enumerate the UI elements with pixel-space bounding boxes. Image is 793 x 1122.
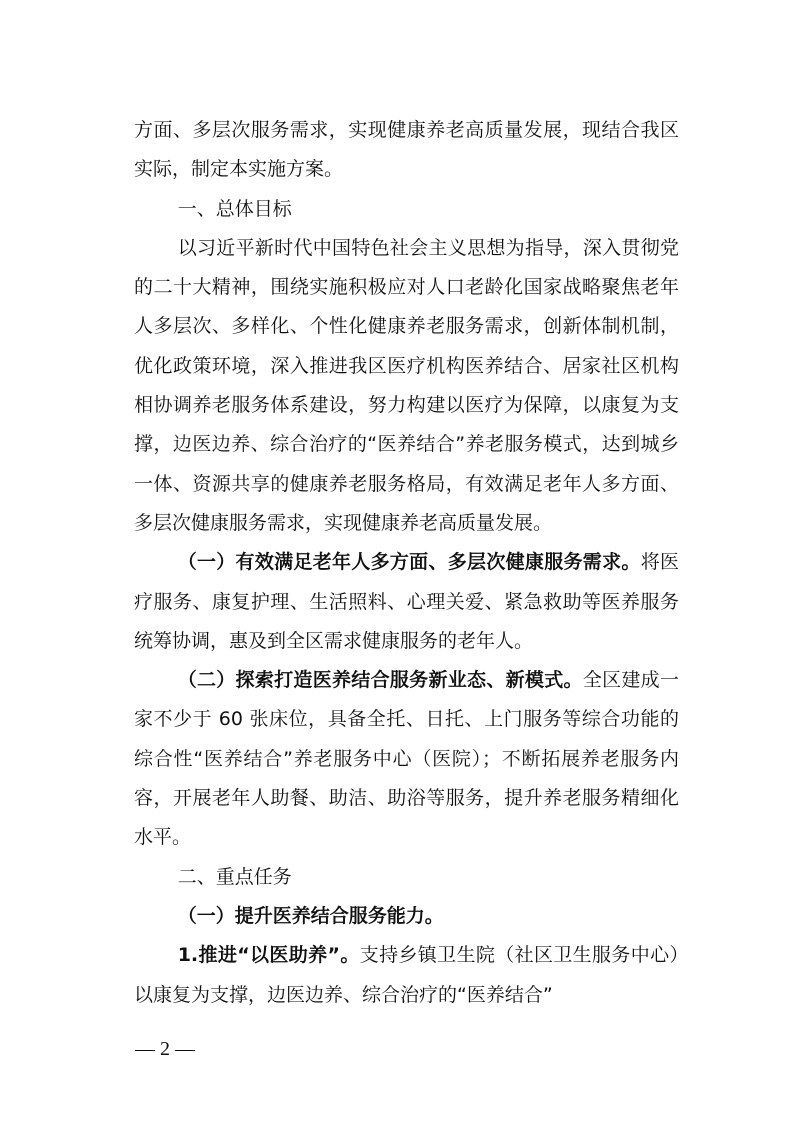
subsection-heading-capacity: （一）提升医养结合服务能力。 (177, 904, 444, 927)
paragraph-overall-goals: 以习近平新时代中国特色社会主义思想为指导，深入贯彻党的二十大精神，围绕实施积极应对人口老龄化国家战略聚焦老年人多层次、多样化、个性化健康养老服务需求，创新体制机制，优化政策环境，深入推进我区医疗机构医养结合、居家社区机构相协调养老服务体系建设，努力构建以医疗为保障，以康复为支撑，边医边养、综合治疗的“医养结合”养老服务模式，达到城乡一体、资源共享的健康养老服务格局，有效满足老年人多方面、多层次健康服务需求，实现健康养老高质量发展。 (134, 236, 679, 534)
goal-1-heading: （一）有效满足老年人多方面、多层次健康服务需求。 (177, 551, 641, 574)
document-body (134, 111, 679, 1015)
task-1-text: 支持乡镇卫生院（社区卫生服务中心）以康复为支撑，边医边养、综合治疗的“医养结合” (134, 944, 679, 1006)
goal-2-heading: （二）探索打造医养结合服务新业态、新模式。 (177, 669, 583, 692)
page-number: — 2 — (135, 1038, 195, 1060)
section-heading-overall-goals: 一、总体目标 (177, 197, 292, 220)
paragraph-task-1 (134, 936, 679, 1015)
paragraph-intro-continuation: 方面、多层次服务需求，实现健康养老高质量发展，现结合我区实际，制定本实施方案。 (134, 119, 679, 181)
section-heading-key-tasks: 二、重点任务 (177, 865, 292, 888)
goal-2-text: 全区建成一家不少于 60 张床位，具备全托、日托、上门服务等综合功能的综合性“医养结合”养老服务中心（医院）；不断拓展养老服务内容，开展老年人助餐、助洁、助浴等服务，提升养老服务精细化水平。 (134, 669, 679, 849)
paragraph-goal-1 (134, 543, 679, 661)
task-1-heading: 1.推进“以医助养”。 (177, 944, 360, 967)
paragraph-goal-2 (134, 661, 679, 857)
goal-1-text: 将医疗服务、康复护理、生活照料、心理关爱、紧急救助等医养服务统筹协调，惠及到全区需求健康服务的老年人。 (134, 551, 679, 652)
